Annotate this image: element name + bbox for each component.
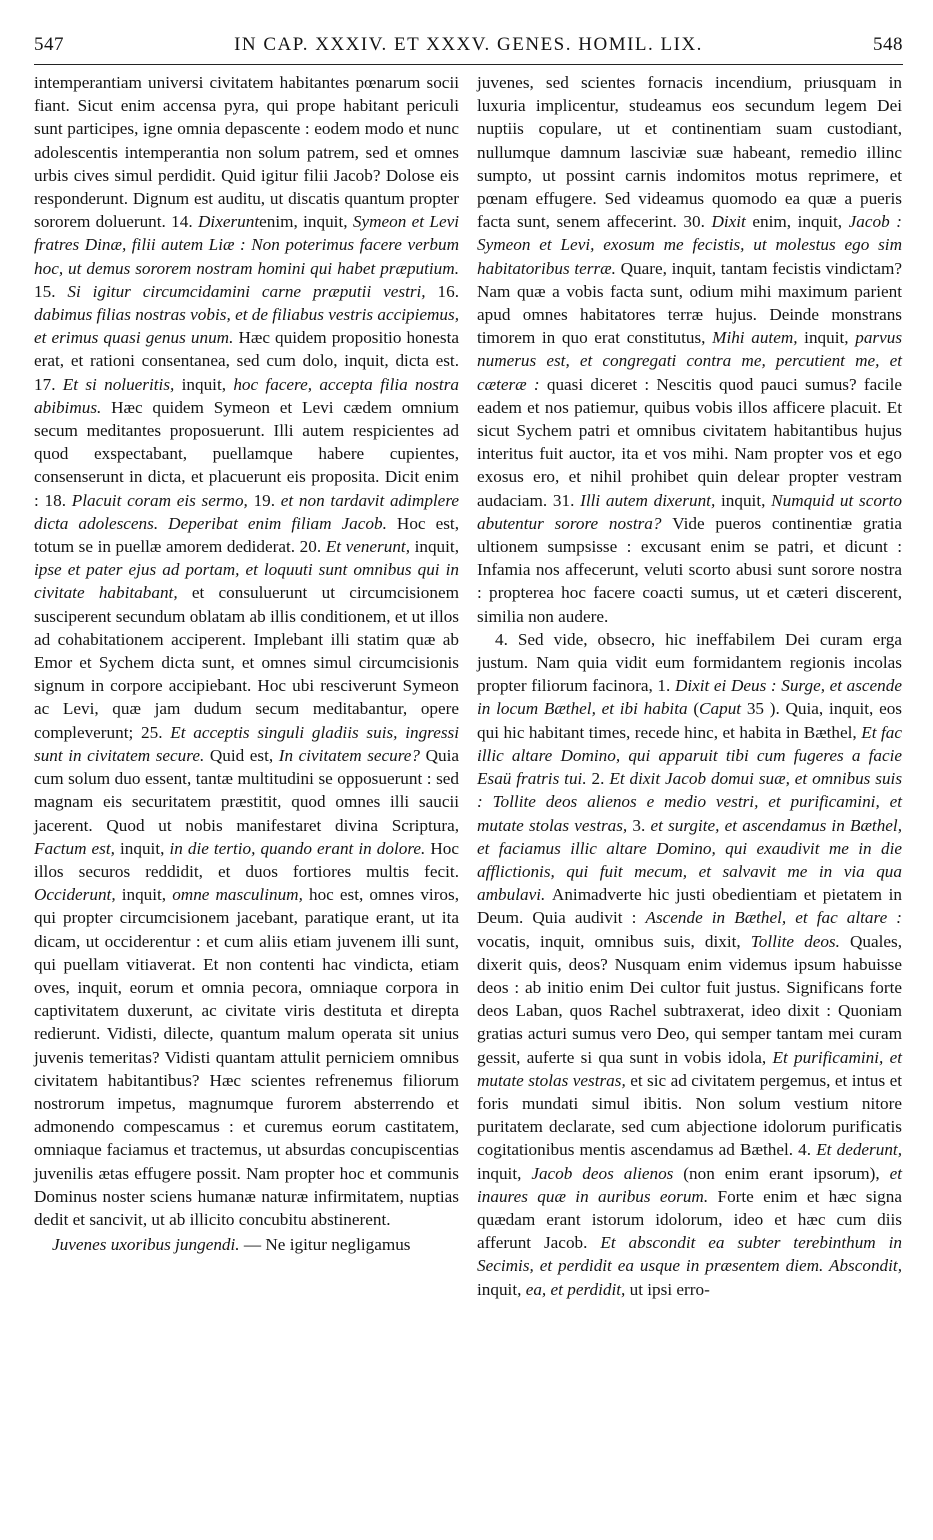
text-run: enim, inquit, — [752, 212, 849, 232]
italic-text-run: In civitatem secure? — [278, 745, 426, 765]
text-run: inquit, — [119, 838, 170, 858]
text-run: (non enim erant ipsorum), — [683, 1163, 890, 1183]
text-run: inquit, — [477, 1163, 532, 1183]
running-title: IN CAP. XXXIV. ET XXXV. GENES. HOMIL. LIX. — [234, 34, 703, 55]
text-run: hoc est, omnes viros, qui propter circumcisionem jacebant, paratique erant, ut ita dicam, ut occiderentur : et cum aliis etiam juvenem illi sunt, qui puellam vitiaverat. Et non contenti hac vindicta, etiam oves, inquit, eorum et omnia pecora, omniaque corpora in captivitatem duxerunt, ac civitate viris destituta et direpta redierunt. Vidisti, dilecte, quantum malum operata sit unius juvenis temeritas? Vidisti quantam attulit perniciem omnibus civitatem habitantibus? Hæc scientes refrenemus filiorum nostrorum impetus, magnumque furorem absterrendo et admonendo compescamus : et curemus eorum castitatem, omniaque faciamus et tractemus, ut absurdas concupiscentias juvenilis ætas effugere possit. Nam propter hoc et communis Dominus noster sciens humanæ naturæ infirmitatem, nuptias dedit et sancivit, ut ab illicito concubitu abstinerent. — [34, 885, 459, 1229]
text-run: Quia cum solum duo essent, tantæ multitudini se opposuerunt : sed magnam eis securitatem præstitit, quod omnes illi saucii jacerent. Quod ut nobis manifestaret divina Scriptura, — [34, 745, 460, 835]
italic-text-run: et non tardavit adimplere dicta adolescens. Deperibat enim filiam Jacob. — [34, 490, 459, 533]
right-column — [477, 71, 902, 1301]
italic-text-run: Placuit coram eis sermo, — [71, 490, 254, 510]
text-run: Hæc quidem Symeon et Levi cædem omnium secum meditantes proposuerunt. Illi autem respicientes ad quod exspectabant, puellamque habere cupientes, consenserunt in dicta, et placuerunt eis proposita. Dicit enim : 18. — [34, 397, 459, 510]
text-run: — Ne igitur negligamus — [243, 1235, 411, 1255]
italic-text-run: Jacob : Symeon et Levi, exosum me fecistis, ut molestus ego sim habitatoribus terræ. — [477, 212, 902, 278]
italic-text-run: Si igitur circumcidamini carne præputii vestri, — [67, 281, 438, 301]
italic-text-run: Illi autem dixerunt, — [580, 490, 721, 510]
page-number-right: 548 — [873, 34, 903, 55]
text-run: Hoc est, totum se in puellæ amorem dediderat. 20. — [34, 513, 459, 557]
italic-text-run: Et purificamini, et mutate stolas vestras, — [477, 1047, 902, 1090]
text-run: juvenes, sed scientes fornacis incendium, priusquam in luxuria implicentur, studeamus eos secundum legem Dei nuptiis copulare, ut et continentiam suam custodiant, nullumque damnum lasciviæ suæ habeant, remedio illinc sumpto, ut possint carnis indomitos motus reprimere, et pœnam effugere. Sed videamus quomodo ea quæ a pueris facta sunt, senem affecerint. 30. — [477, 73, 902, 232]
italic-text-run: Dixit — [711, 212, 753, 232]
left-paragraph-1 — [34, 71, 459, 1231]
italic-text-run: hoc facere, accepta filia nostra abibimus. — [34, 374, 459, 417]
text-run: Quales, dixerit quis, deos? Nusquam enim videmus ipsum habuisse deos : ab initio enim Dei cultor fuit justus. Significans forte deos Laban, quos Rachel subtraxerat, ideo dixit : Quoniam gratias acturi sumus vero Deo, qui semper tantam mei curam gessit, auferte si qua sunt in vobis idola, — [477, 931, 903, 1067]
page-number-left: 547 — [34, 34, 64, 55]
italic-text-run: Numquid ut scorto abutentur sorore nostra? — [477, 490, 902, 533]
text-run: 2. — [591, 769, 610, 789]
italic-text-run: Dixerunt — [198, 212, 260, 232]
italic-text-run: ipse et pater ejus ad portam, et loquuti sunt omnibus qui in civitate habitabant, — [34, 560, 459, 603]
running-header — [34, 34, 903, 65]
left-column — [34, 71, 459, 1301]
text-run: 16. — [437, 281, 459, 301]
text-run: 3. — [632, 815, 651, 835]
italic-text-run: Et acceptis singuli gladiis suis, ingressi sunt in civitatem secure. — [34, 722, 459, 765]
text-run: Quid est, — [209, 745, 279, 765]
italic-text-run: Et dixit Jacob domui suæ, et omnibus suis : Tollite deos alienos e medio vestri, et purificamini, et mutate stolas vestras, — [477, 769, 903, 835]
italic-text-run: Et abscondit ea subter terebinthum in Secimis, et perdidit ea usque in præsentem diem. — [477, 1233, 902, 1276]
right-paragraph-2 — [477, 628, 902, 1301]
italic-text-run: Et dederunt, — [816, 1140, 902, 1160]
italic-text-run: parvus numerus est, et congregati contra me, percutient me, et cæteræ : — [477, 328, 903, 394]
text-run: inquit, — [121, 885, 173, 905]
italic-text-run: dabimus filias nostras vobis, et de filiabus vestris accipiemus, et erimus quasi genus unum. — [34, 305, 459, 348]
italic-text-run: Dixit ei Deus : Surge, et ascende in locum Bæthel, et ibi habita — [477, 676, 902, 719]
italic-text-run: ea, et perdidit, — [525, 1279, 630, 1299]
text-run: 19. — [253, 490, 281, 510]
italic-text-run: et surgite, et ascendamus in Bæthel, et faciamus illic altare Domino, qui exaudivit me in die afflictionis, qui fuit mecum, et salvavit me in via qua ambulavi. — [477, 815, 903, 905]
italic-text-run: Occiderunt, — [34, 885, 122, 905]
text-run: inquit, — [804, 328, 856, 348]
text-run: intemperantiam universi civitatem habitantes pœnarum socii fiant. Sicut enim accensa pyra, qui prope habitant periculi sunt participes, igne omnia depascente : eodem modo et nunc adolescentis intemperantia non solum patrem, sed et omnes urbis cives simul perdidit. Quid igitur filii Jacob? Dolose eis responderunt. Dignum est auditu, ut discatis quantum propter sororem doluerunt. 14. — [34, 73, 459, 232]
italic-text-run: Et fac illic altare Domino, qui apparuit tibi cum fugeres a facie Esaü fratris tui. — [477, 722, 902, 789]
italic-text-run: Caput — [699, 699, 747, 719]
text-run: 35 ). Quia, inquit, eos qui hic habitant times, recede hinc, et habita in Bæthel, — [477, 699, 902, 742]
text-run: inquit, — [720, 490, 772, 510]
italic-text-run: Symeon et Levi fratres Dinæ, filii autem Liæ : Non poterimus facere verbum hoc, ut demus sororem nostram homini qui habet præputium. — [34, 212, 459, 278]
text-run: enim, inquit, — [259, 212, 353, 232]
italic-text-run: Mihi autem, — [712, 328, 805, 348]
text-run: inquit, — [414, 537, 459, 557]
left-paragraph-2 — [34, 1233, 459, 1256]
text-run: Hoc illos securos reddidit, et duos fortiores multis fecit. — [34, 838, 459, 881]
text-run: Hæc quidem propositio honesta erat, et rationi consentanea, sed cum dolo, inquit, dicta est. 17. — [34, 328, 459, 394]
italic-text-run: Abscondit, — [828, 1256, 902, 1276]
italic-text-run: Tollite deos. — [750, 931, 850, 951]
text-run: ( — [693, 699, 700, 719]
text-run: vocatis, inquit, omnibus suis, dixit, — [477, 931, 751, 951]
text-run: 4. Sed vide, obsecro, hic ineffabilem Dei curam erga justum. Nam quia vidit eum formidantem regionis incolas propter filiorum facinora, 1. — [477, 629, 902, 696]
right-paragraph-1 — [477, 71, 902, 628]
text-columns — [34, 71, 903, 1301]
text-run: inquit, — [181, 374, 234, 394]
text-run: Forte enim et hæc signa quædam erant istorum idolorum, ideo et hæc cum diis afferunt Jacob. — [477, 1186, 902, 1253]
text-run: et sic ad civitatem pergemus, et intus et foris mundati simul ibitis. Non solum vestium nitore puritatem declarate, sed cum abjectione idolorum purificatis cogitationibus mentis ascendamus ad Bæthel. 4. — [477, 1070, 902, 1160]
italic-text-run: Ascende in Bæthel, et fac altare : — [645, 908, 902, 928]
text-run: Quare, inquit, tantam fecistis vindictam? Nam quæ a vobis facta sunt, odium mihi maximum parient apud omnes habitatores terræ hujus. Deinde monstrans timorem in quo erat constitutus, — [477, 258, 902, 348]
text-run: Vide pueros continentiæ gratia ultionem sumpsisse : excusant enim se patri, et dicunt : Infamia nos affecerunt, veluti scorto abusi sunt sorore nostra : propterea hoc facere coacti sumus, ut et cæteri discerent, similia non audere. — [477, 513, 902, 626]
text-run: quasi diceret : Nescitis quod pauci sumus? facile eadem et nos patiemur, quibus vobis illos afficere placuit. Et sicut Sychem patri et omnibus civitatem habitantibus hujus interitus fuit auctor, ita et vos mihi. Nam propter vos et ego exosus ero, et nihil prohibet quin delear propter vestram audaciam. 31. — [477, 374, 903, 510]
italic-text-run: et inaures quæ in auribus eorum. — [477, 1163, 902, 1206]
italic-text-run: Et venerunt, — [325, 537, 415, 557]
italic-text-run: Factum est, — [34, 838, 120, 858]
text-run: 15. — [34, 281, 68, 301]
text-run: et consuluerunt ut circumcisionem susciperent secundum oblatam ab illis conditionem, et ut illos ad cohabitationem acciperent. Implebant illi statim quæ ab Emor et Sychem dicta sunt, et omnes simul circumcisionis signum in corpore accipiebant. Hoc ubi resciverunt Symeon ac Levi, quæ jam dudum secum meditabantur, opere compleverunt; 25. — [34, 583, 459, 742]
text-run: Animadverte hic justi obedientiam et pietatem in Deum. Quia audivit : — [477, 885, 902, 928]
text-run: ut ipsi erro- — [629, 1279, 710, 1299]
italic-text-run: Jacob deos alienos — [531, 1163, 684, 1183]
italic-text-run: in die tertio, quando erant in dolore. — [169, 838, 431, 858]
italic-text-run: omne masculinum, — [172, 885, 309, 905]
italic-text-run: Et si nolueritis, — [62, 374, 182, 394]
italic-text-run: Juvenes uxoribus jungendi. — [52, 1235, 244, 1255]
text-run: inquit, — [477, 1279, 526, 1299]
